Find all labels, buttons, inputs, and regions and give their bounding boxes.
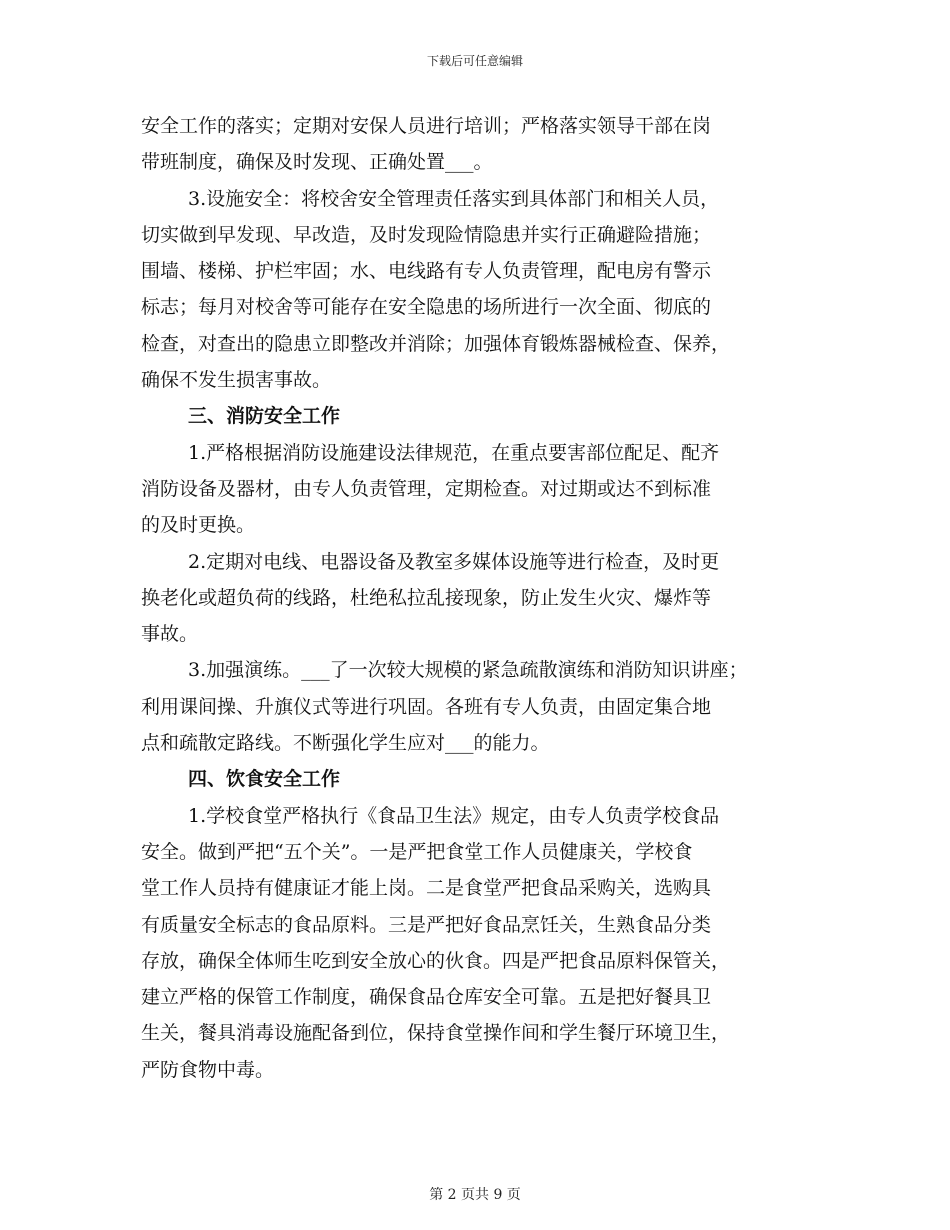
text-line: 有质量安全标志的食品原料。三是严把好食品烹饪关，生熟食品分类 (141, 913, 712, 936)
text-line: 安全工作的落实；定期对安保人员进行培训；严格落实领导干部在岗 (141, 115, 712, 137)
text-line: 生关，餐具消毒设施配备到位，保持食堂操作间和学生餐厅环境卫生， (141, 1022, 731, 1045)
text-line: 3.设施安全：将校舍安全管理责任落实到具体部门和相关人员， (188, 187, 720, 210)
page-footer: 第 2 页共 9 页 (429, 1187, 521, 1203)
text-line: 利用课间操、升旗仪式等进行巩固。各班有专人负责，由固定集合地 (141, 695, 712, 718)
text-line: 堂工作人员持有健康证才能上岗。二是食堂严把食品采购关，选购具 (141, 877, 712, 900)
text-line: 存放，确保全体师生吃到安全放心的伙食。四是严把食品原料保管关， (141, 949, 731, 972)
text-line: 建立严格的保管工作制度，确保食品仓库安全可靠。五是把好餐具卫 (141, 986, 712, 1009)
text-line: 检查，对查出的隐患立即整改并消除；加强体育锻炼器械检查、保养， (141, 332, 731, 355)
document-body (141, 108, 805, 1088)
text-line: 1.学校食堂严格执行《食品卫生法》规定，由专人负责学校食品 (188, 804, 720, 827)
text-line: 换老化或超负荷的线路，杜绝私拉乱接现象，防止发生火灾、爆炸等 (141, 586, 712, 609)
text-line: 标志；每月对校舍等可能存在安全隐患的场所进行一次全面、彻底的 (141, 296, 712, 319)
text-line: 点和疏散定路线。不断强化学生应对___的能力。 (141, 732, 550, 755)
text-line: 事故。 (141, 623, 199, 646)
text-line: 切实做到早发现、早改造，及时发现险情隐患并实行正确避险措施； (141, 223, 712, 246)
section-heading: 三、消防安全工作 (188, 405, 341, 428)
text-line: 3.加强演练。___了一次较大规模的紧急疏散演练和消防知识讲座； (188, 659, 748, 682)
section-heading: 四、饮食安全工作 (188, 768, 341, 791)
text-line: 确保不发生损害事故。 (141, 369, 332, 392)
text-line: 围墙、楼梯、护栏牢固；水、电线路有专人负责管理，配电房有警示 (141, 260, 712, 283)
text-line: 消防设备及器材，由专人负责管理，定期检查。对过期或达不到标准 (141, 477, 712, 500)
text-line: 带班制度，确保及时发现、正确处置___。 (141, 151, 493, 174)
text-line: 严防食物中毒。 (141, 1058, 275, 1081)
text-line: 安全。做到严把“五个关”。一是严把食堂工作人员健康关，学校食 (141, 840, 693, 863)
page-header: 下载后可任意编辑 (426, 54, 523, 68)
text-line: 2.定期对电线、电器设备及教室多媒体设施等进行检查，及时更 (188, 550, 720, 573)
text-line: 的及时更换。 (141, 514, 256, 537)
text-line: 1.严格根据消防设施建设法律规范，在重点要害部位配足、配齐 (188, 441, 720, 464)
